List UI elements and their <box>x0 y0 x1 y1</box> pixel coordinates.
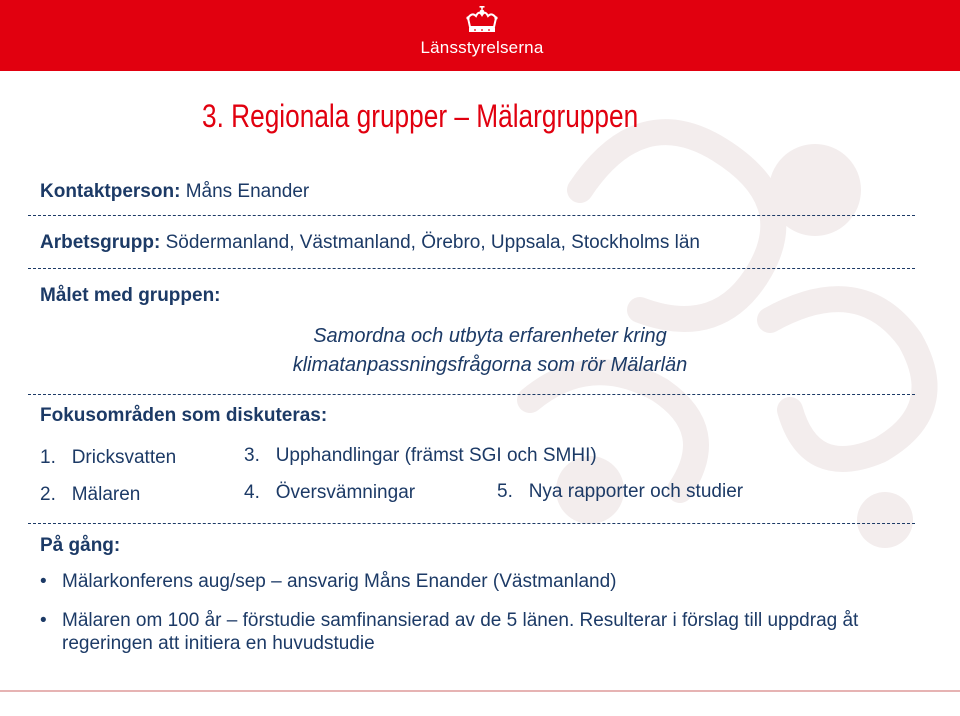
fokus-item-text: Nya rapporter och studier <box>528 481 744 502</box>
fokus-item <box>497 481 743 503</box>
pagang-label: På gång: <box>40 535 121 556</box>
fokus-label: Fokusområden som diskuteras: <box>40 405 328 426</box>
fokus-item-text: Översvämningar <box>275 482 416 503</box>
fokus-item-text: Upphandlingar (främst SGI och SMHI) <box>275 445 597 466</box>
list-item: • Mälarkonferens aug/sep – ansvarig Måns Enander (Västmanland) <box>40 570 900 593</box>
logo-text: Länsstyrelserna <box>420 38 544 57</box>
fokus-item-number: 4. <box>244 482 260 503</box>
fokus-item-number: 2. <box>40 484 56 505</box>
fokus-item <box>40 484 140 506</box>
fokus-row <box>40 405 327 427</box>
pagang-row <box>40 535 120 557</box>
fokus-item-text: Dricksvatten <box>71 447 177 468</box>
arbetsgrupp-label: Arbetsgrupp: <box>40 232 161 253</box>
divider <box>28 268 915 269</box>
goal-line: klimatanpassningsfrågorna som rör Mälarlän <box>292 354 688 376</box>
arbetsgrupp-value: Södermanland, Västmanland, Örebro, Uppsala, Stockholms län <box>165 232 701 253</box>
fokus-item-number: 3. <box>244 445 260 466</box>
fokus-item <box>244 482 415 504</box>
slide-title: 3. Regionala grupper – Mälargruppen <box>202 98 639 134</box>
fokus-item <box>244 445 597 467</box>
divider <box>28 215 915 216</box>
lansstyrelserna-logo <box>402 6 562 66</box>
malet-row <box>40 285 221 307</box>
fokus-item-number: 1. <box>40 447 56 468</box>
kontaktperson-label: Kontaktperson: <box>40 181 181 202</box>
fokus-item-number: 5. <box>497 481 513 502</box>
fokus-item <box>40 447 176 469</box>
arbetsgrupp-row <box>40 232 700 254</box>
pagang-list <box>40 570 900 655</box>
kontaktperson-row <box>40 181 309 203</box>
fokus-item-text: Mälaren <box>71 484 141 505</box>
malet-label: Målet med gruppen: <box>40 285 221 306</box>
goal-statement <box>250 322 730 380</box>
crown-icon <box>465 6 499 36</box>
goal-line: Samordna och utbyta erfarenheter kring <box>313 325 667 347</box>
list-item: • Mälaren om 100 år – förstudie samfinansierad av de 5 länen. Resulterar i förslag till uppdrag åt regeringen att initiera en huvudstudie <box>40 609 900 655</box>
divider <box>28 394 915 395</box>
footer-line <box>0 690 960 692</box>
divider <box>28 523 915 524</box>
kontaktperson-value: Måns Enander <box>185 181 310 202</box>
